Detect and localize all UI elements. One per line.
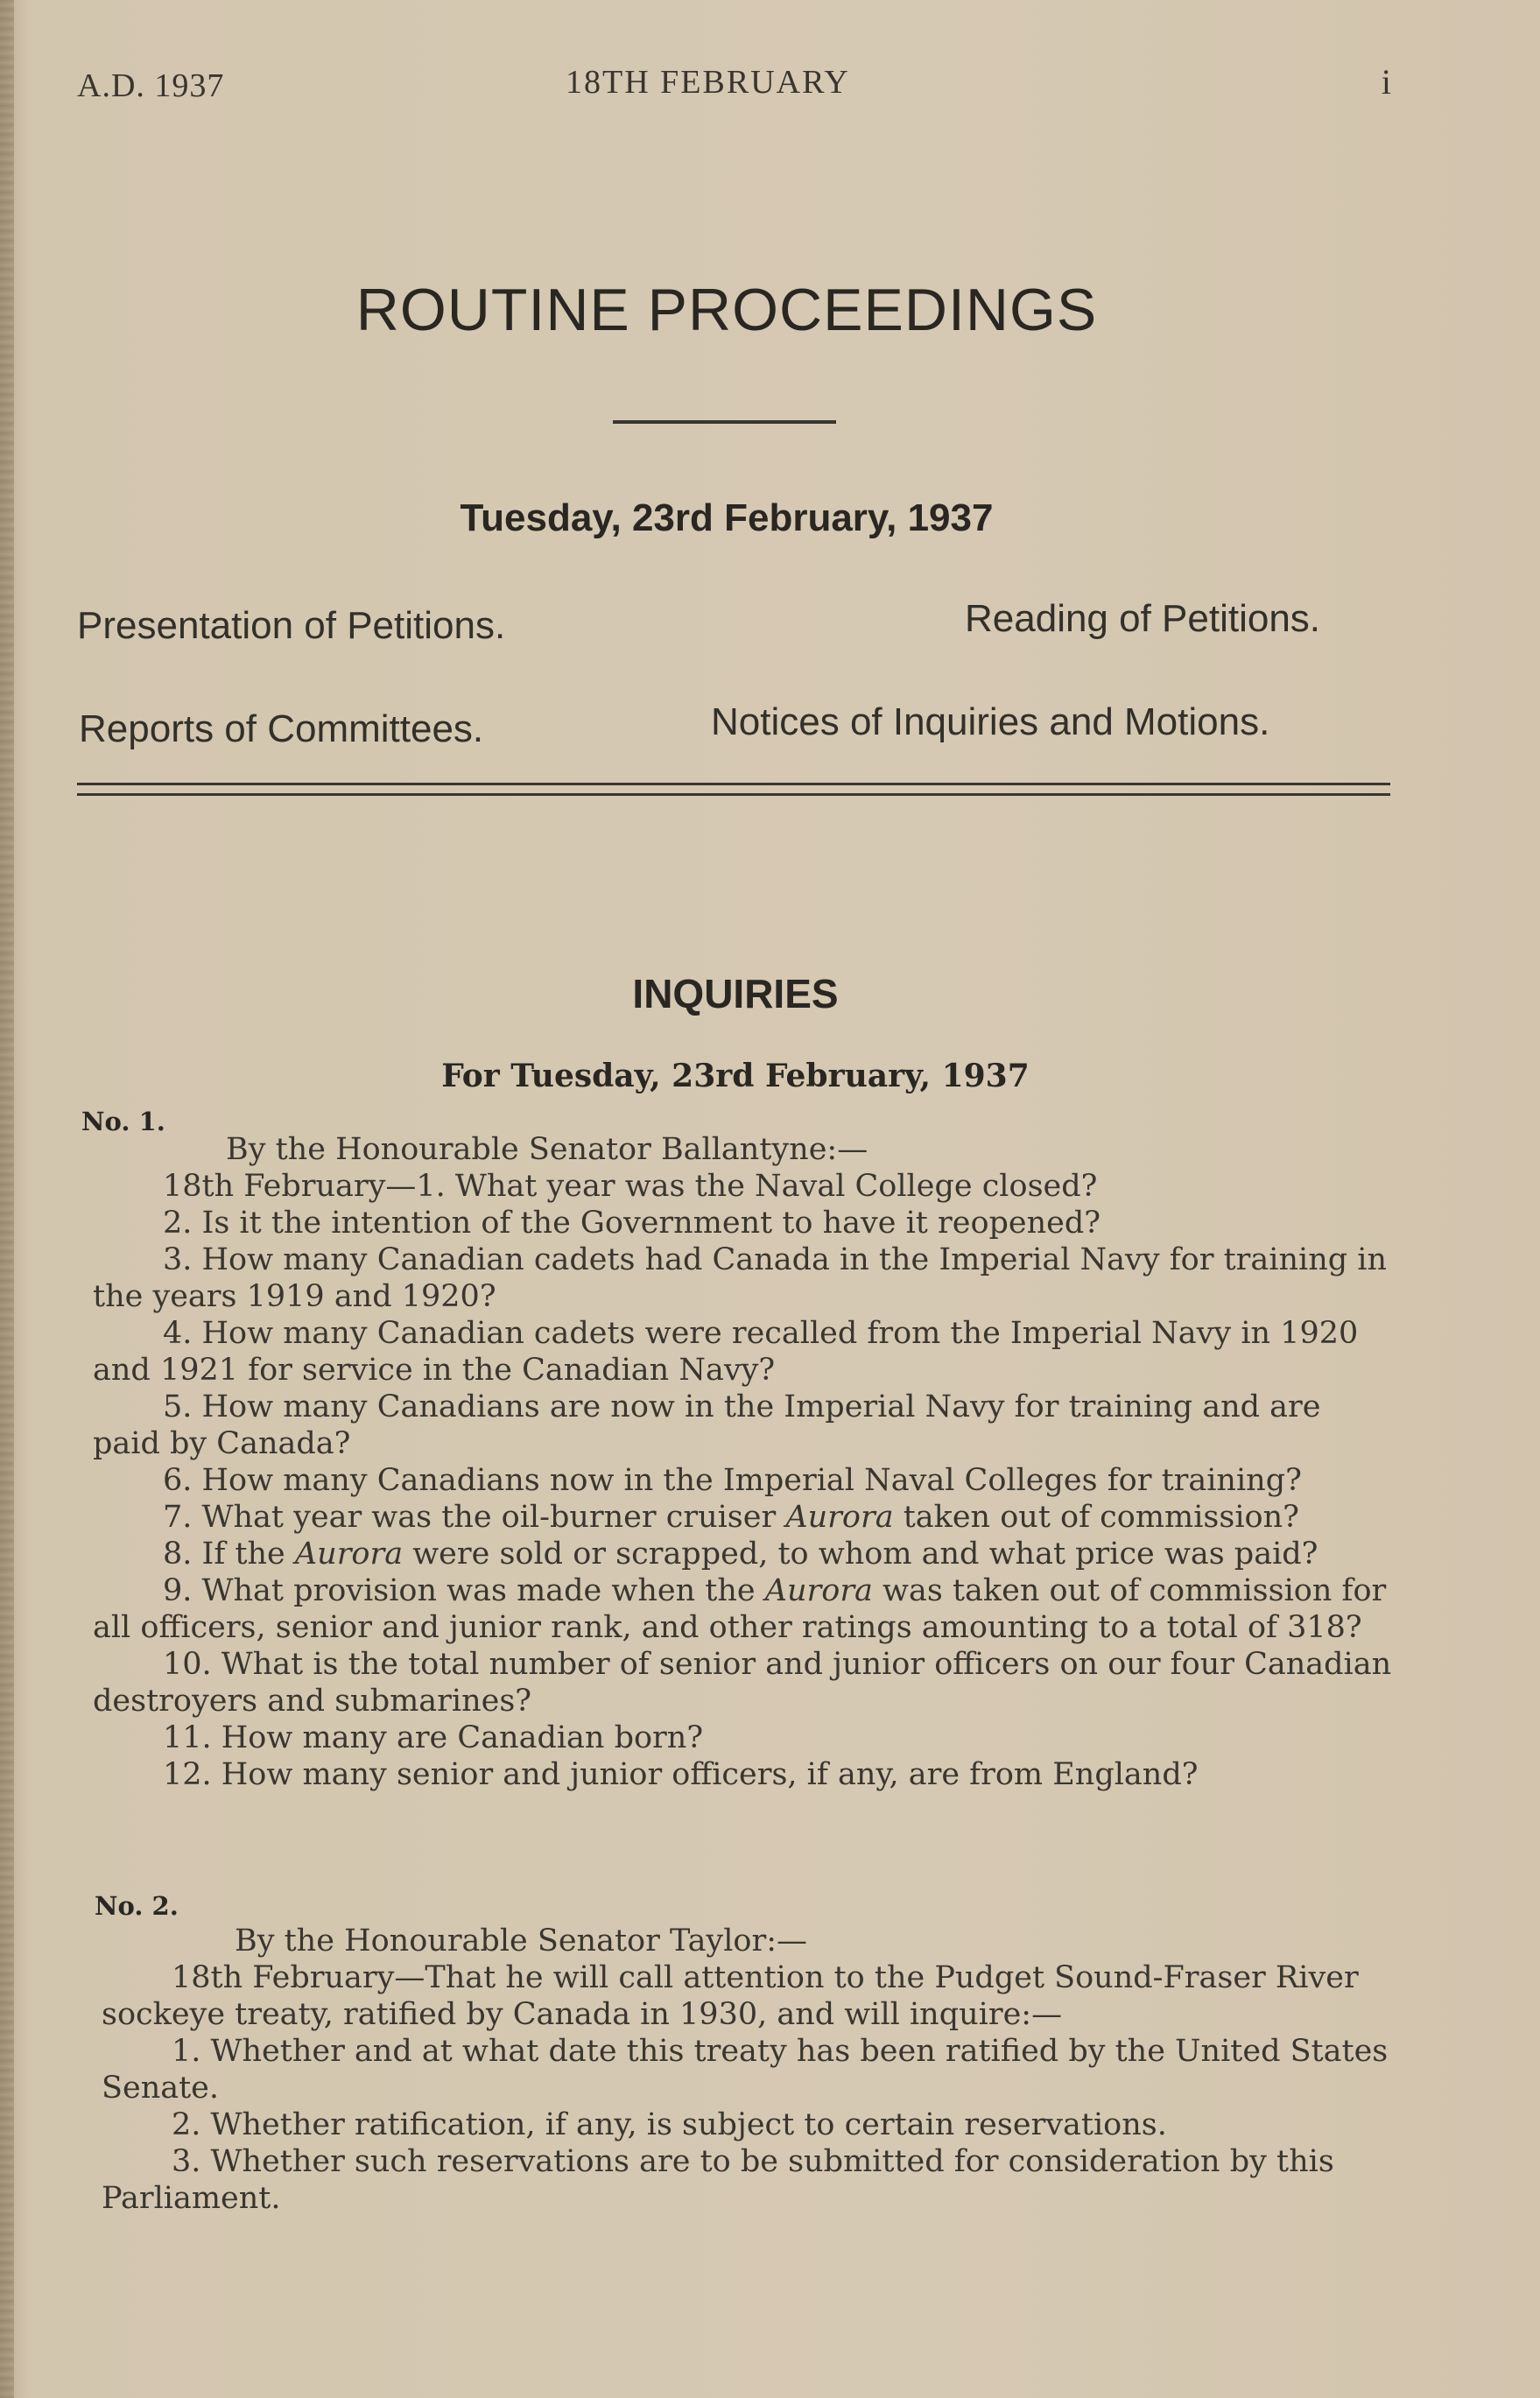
inquiry-1-line: 18th February—1. What year was the Naval College closed? — [163, 1169, 1098, 1204]
inquiry-1-line: 8. If the Aurora were sold or scrapped, to whom and what price was paid? — [163, 1537, 1318, 1572]
inquiry-1-line: 5. How many Canadians are now in the Imperial Navy for training and are paid by Canada? — [93, 1389, 1321, 1461]
section-rule-bottom — [77, 793, 1390, 796]
title-rule — [613, 420, 836, 424]
routine-item-presentation: Presentation of Petitions. — [77, 604, 506, 647]
inquiry-2-line: 2. Whether ratification, if any, is subject to certain reservations. — [172, 2107, 1167, 2142]
ship-name: Aurora — [785, 1500, 894, 1535]
routine-item-reports: Reports of Committees. — [79, 707, 484, 750]
inquiry-2-text — [102, 1923, 1410, 2217]
page-title: ROUTINE PROCEEDINGS — [355, 277, 1098, 343]
inquiry-number-2: No. 2. — [95, 1891, 179, 1921]
inquiry-1-by: By the Honourable Senator Ballantyne:— — [226, 1132, 868, 1167]
section-rule-top — [77, 783, 1390, 785]
inquiry-1-line: 12. How many senior and junior officers, if any, are from England? — [163, 1757, 1199, 1792]
page-binding-edge — [0, 0, 14, 2398]
page-number: i — [1381, 62, 1391, 102]
inquiry-number-1: No. 1. — [81, 1107, 165, 1136]
inquiry-2-line: 18th February—That he will call attention to the Pudget Sound-Fraser River sockeye treaty, ratified by Canada in 1930, and will inquire:— — [102, 1960, 1359, 2032]
ship-name: Aurora — [764, 1573, 873, 1608]
inquiries-date: For Tuesday, 23rd February, 1937 — [441, 1058, 1030, 1094]
inquiry-1-line: 11. How many are Canadian born? — [163, 1720, 704, 1755]
running-head — [77, 62, 1391, 105]
running-head-date: 18TH FEBRUARY — [566, 64, 850, 101]
inquiry-2-by: By the Honourable Senator Taylor:— — [235, 1923, 807, 1958]
routine-item-reading: Reading of Petitions. — [965, 597, 1321, 640]
inquiry-1-text — [93, 1131, 1396, 1793]
running-head-year: A.D. 1937 — [77, 67, 225, 104]
inquiries-heading: INQUIRIES — [632, 971, 839, 1016]
inquiry-1-line: 4. How many Canadian cadets were recalled from the Imperial Navy in 1920 and 1921 for service in the Canadian Navy? — [93, 1316, 1359, 1388]
inquiry-1-line: 3. How many Canadian cadets had Canada in the Imperial Navy for training in the years 1919 and 1920? — [93, 1242, 1388, 1314]
inquiry-1-line: 6. How many Canadians now in the Imperial Naval Colleges for training? — [163, 1463, 1302, 1498]
ship-name: Aurora — [294, 1537, 404, 1572]
inquiry-2-line: 1. Whether and at what date this treaty has been ratified by the United States Senate. — [102, 2034, 1389, 2106]
inquiry-1-line: 7. What year was the oil-burner cruiser Aurora taken out of commission? — [163, 1500, 1299, 1535]
inquiry-1-line: 2. Is it the intention of the Government to have it reopened? — [163, 1206, 1101, 1241]
routine-item-notices: Notices of Inquiries and Motions. — [711, 700, 1270, 743]
inquiry-2-line: 3. Whether such reservations are to be submitted for consideration by this Parliament. — [102, 2144, 1334, 2216]
inquiry-1-line: 10. What is the total number of senior and junior officers on our four Canadian destroyers and submarines? — [93, 1647, 1392, 1719]
proceedings-date: Tuesday, 23rd February, 1937 — [460, 496, 994, 539]
inquiry-1-line: 9. What provision was made when the Aurora was taken out of commission for all officers, senior and junior rank, and other ratings amounting to a total of 318? — [93, 1573, 1387, 1645]
